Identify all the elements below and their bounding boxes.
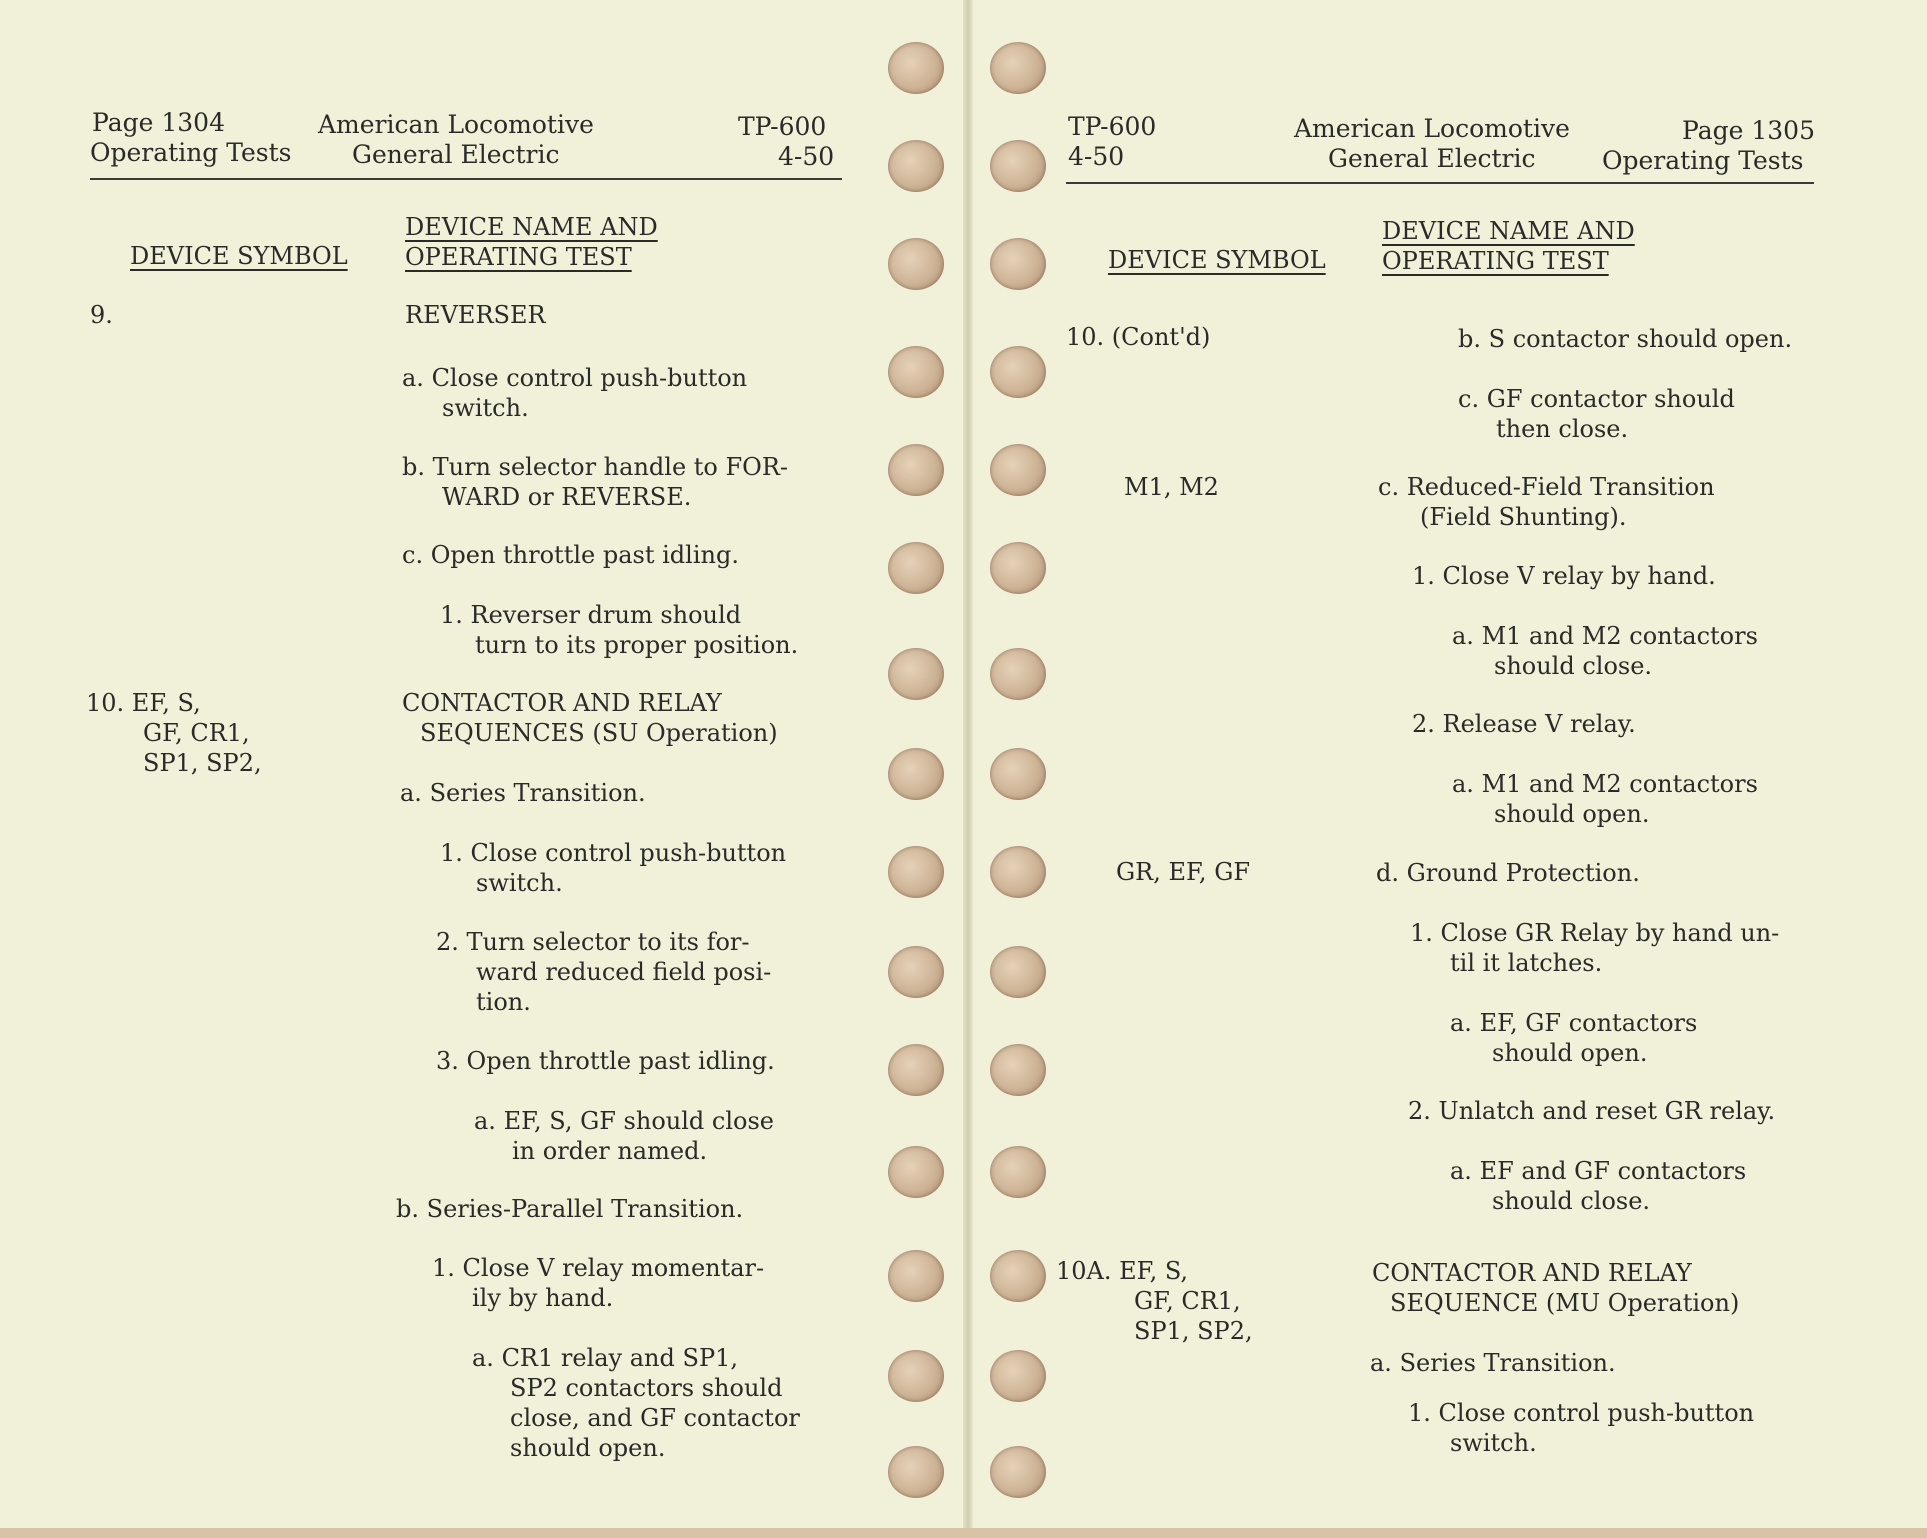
header-rule xyxy=(90,178,842,180)
binder-hole xyxy=(990,748,1046,800)
binder-hole xyxy=(990,140,1046,192)
step-text: a. EF and GF contactors xyxy=(1450,1157,1747,1185)
column-heading-device-name-1: DEVICE NAME AND xyxy=(405,213,658,241)
binder-hole xyxy=(990,1446,1046,1498)
item-title: CONTACTOR AND RELAY xyxy=(402,689,722,717)
step-text: ward reduced field posi- xyxy=(476,958,772,986)
item-number: 10. (Cont'd) xyxy=(1066,323,1211,351)
device-symbol: M1, M2 xyxy=(1124,473,1219,501)
step-text: 1. Reverser drum should xyxy=(440,601,742,629)
item-title: SEQUENCE (MU Operation) xyxy=(1390,1289,1740,1317)
binder-hole xyxy=(888,846,944,898)
binder-hole xyxy=(888,1250,944,1302)
left-page xyxy=(0,0,968,1528)
binder-hole xyxy=(888,1350,944,1402)
step-text: b. S contactor should open. xyxy=(1458,325,1793,353)
binder-hole xyxy=(888,946,944,998)
step-text: in order named. xyxy=(512,1137,708,1165)
binder-hole xyxy=(990,346,1046,398)
binder-hole xyxy=(888,238,944,290)
device-symbol: 10. EF, S, xyxy=(86,689,201,717)
binder-hole xyxy=(888,444,944,496)
device-symbol: GF, CR1, xyxy=(1134,1287,1241,1315)
device-symbol: 10A. EF, S, xyxy=(1056,1257,1189,1285)
doc-code: TP-600 xyxy=(1068,112,1157,141)
doc-code: TP-600 xyxy=(738,112,827,141)
page-number: Page 1304 xyxy=(92,108,225,137)
step-text: til it latches. xyxy=(1450,949,1603,977)
binder-hole xyxy=(888,1146,944,1198)
binder-hole xyxy=(888,542,944,594)
binder-hole xyxy=(990,444,1046,496)
binder-hole xyxy=(990,42,1046,94)
step-text: b. Turn selector handle to FOR- xyxy=(402,453,789,481)
step-text: SP2 contactors should xyxy=(510,1374,783,1402)
binder-hole xyxy=(990,542,1046,594)
binder-hole xyxy=(888,1044,944,1096)
step-text: a. EF, S, GF should close xyxy=(474,1107,774,1135)
step-text: 2. Turn selector to its for- xyxy=(436,928,750,956)
step-text: should open. xyxy=(510,1434,666,1462)
step-text: turn to its proper position. xyxy=(475,631,799,659)
right-page xyxy=(968,0,1927,1528)
step-text: close, and GF contactor xyxy=(510,1404,800,1432)
step-text: WARD or REVERSE. xyxy=(442,483,692,511)
step-text: 2. Release V relay. xyxy=(1412,710,1636,738)
step-text: 2. Unlatch and reset GR relay. xyxy=(1408,1097,1776,1125)
step-text: 1. Close control push-button xyxy=(440,839,787,867)
step-text: c. Reduced-Field Transition xyxy=(1378,473,1715,501)
step-text: switch. xyxy=(1450,1429,1537,1457)
page-number: Page 1305 xyxy=(1682,116,1815,145)
item-title: REVERSER xyxy=(405,301,546,329)
step-text: 3. Open throttle past idling. xyxy=(436,1047,775,1075)
column-heading-device-symbol: DEVICE SYMBOL xyxy=(1108,246,1326,274)
binder-hole xyxy=(990,1044,1046,1096)
step-text: 1. Close V relay by hand. xyxy=(1412,562,1716,590)
binder-hole xyxy=(990,1146,1046,1198)
step-text: then close. xyxy=(1496,415,1629,443)
binder-hole xyxy=(990,238,1046,290)
binding-gutter xyxy=(963,0,973,1528)
binder-hole xyxy=(888,42,944,94)
step-text: switch. xyxy=(442,394,529,422)
doc-date: 4-50 xyxy=(1068,142,1125,171)
step-text: a. Close control push-button xyxy=(402,364,748,392)
company-line-1: American Locomotive xyxy=(1294,114,1570,143)
binder-hole xyxy=(990,946,1046,998)
step-text: 1. Close GR Relay by hand un- xyxy=(1410,919,1780,947)
binder-hole xyxy=(888,748,944,800)
device-symbol: GR, EF, GF xyxy=(1116,858,1251,886)
step-text: a. Series Transition. xyxy=(400,779,646,807)
binder-hole xyxy=(990,1350,1046,1402)
section-title: Operating Tests xyxy=(90,138,292,167)
step-text: (Field Shunting). xyxy=(1420,503,1627,531)
binder-hole xyxy=(888,1446,944,1498)
step-text: a. Series Transition. xyxy=(1370,1349,1616,1377)
column-heading-device-name-2: OPERATING TEST xyxy=(405,243,632,271)
binder-hole xyxy=(990,1250,1046,1302)
device-symbol: SP1, SP2, xyxy=(143,749,262,777)
device-symbol: GF, CR1, xyxy=(143,719,250,747)
step-text: should close. xyxy=(1494,652,1653,680)
step-text: should open. xyxy=(1492,1039,1648,1067)
binder-hole xyxy=(990,648,1046,700)
header-rule xyxy=(1066,182,1814,184)
step-text: switch. xyxy=(476,869,563,897)
column-heading-device-symbol: DEVICE SYMBOL xyxy=(130,242,348,270)
company-line-2: General Electric xyxy=(1328,144,1536,173)
step-text: 1. Close control push-button xyxy=(1408,1399,1755,1427)
step-text: a. CR1 relay and SP1, xyxy=(472,1344,738,1372)
item-title: SEQUENCES (SU Operation) xyxy=(420,719,778,747)
step-text: ily by hand. xyxy=(472,1284,614,1312)
company-line-2: General Electric xyxy=(352,140,560,169)
company-line-1: American Locomotive xyxy=(318,110,594,139)
step-text: a. M1 and M2 contactors xyxy=(1452,770,1758,798)
step-text: a. EF, GF contactors xyxy=(1450,1009,1698,1037)
step-text: b. Series-Parallel Transition. xyxy=(396,1195,744,1223)
item-number: 9. xyxy=(90,301,113,329)
doc-date: 4-50 xyxy=(778,142,835,171)
step-text: c. GF contactor should xyxy=(1458,385,1735,413)
step-text: d. Ground Protection. xyxy=(1376,859,1640,887)
binder-hole xyxy=(888,346,944,398)
column-heading-device-name-2: OPERATING TEST xyxy=(1382,247,1609,275)
step-text: a. M1 and M2 contactors xyxy=(1452,622,1758,650)
item-title: CONTACTOR AND RELAY xyxy=(1372,1259,1692,1287)
section-title: Operating Tests xyxy=(1602,146,1804,175)
step-text: tion. xyxy=(476,988,531,1016)
column-heading-device-name-1: DEVICE NAME AND xyxy=(1382,217,1635,245)
binder-hole xyxy=(990,846,1046,898)
device-symbol: SP1, SP2, xyxy=(1134,1317,1253,1345)
binder-hole xyxy=(888,140,944,192)
step-text: should open. xyxy=(1494,800,1650,828)
step-text: c. Open throttle past idling. xyxy=(402,541,739,569)
step-text: 1. Close V relay momentar- xyxy=(432,1254,765,1282)
step-text: should close. xyxy=(1492,1187,1651,1215)
binder-hole xyxy=(888,648,944,700)
